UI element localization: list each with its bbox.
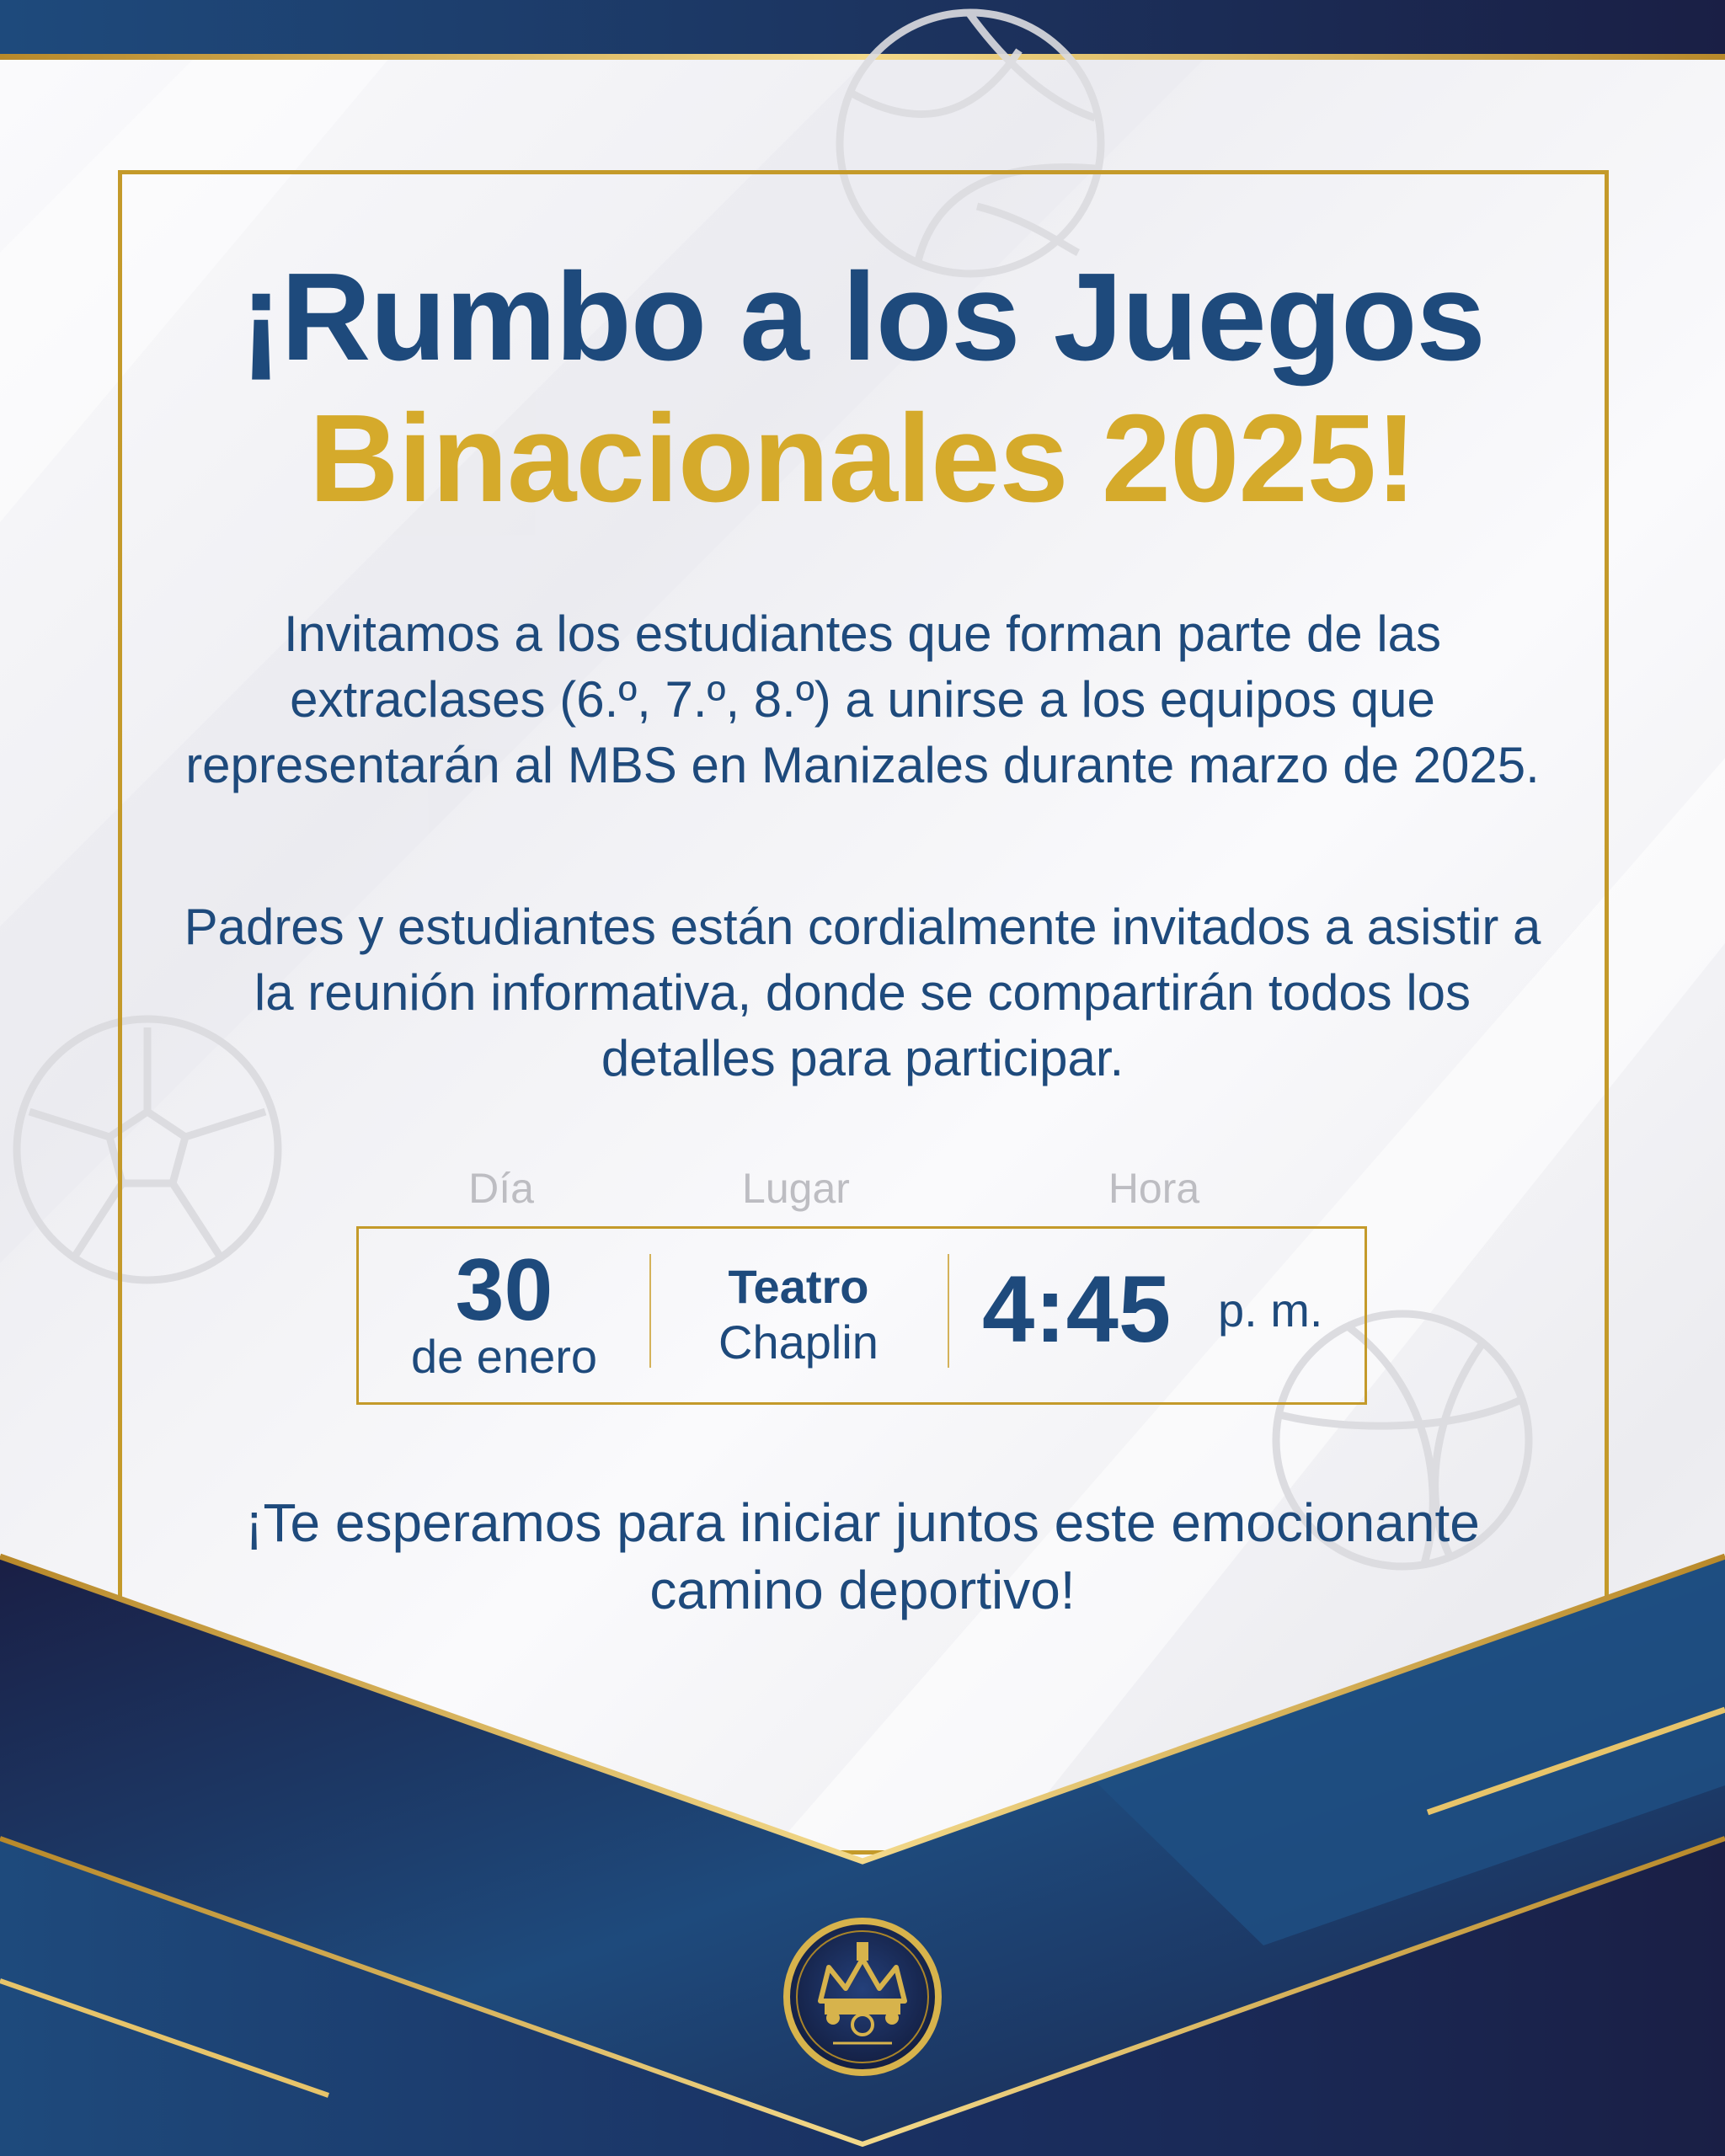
title-line-1: ¡Rumbo a los Juegos xyxy=(240,248,1485,387)
time-value: 4:45 xyxy=(982,1257,1172,1362)
time-suffix: p. m. xyxy=(1218,1283,1323,1337)
closing-message: ¡Te esperamos para iniciar juntos este emocionante camino deportivo! xyxy=(245,1492,1480,1620)
time-label: Hora xyxy=(1108,1165,1200,1212)
day-number: 30 xyxy=(455,1241,553,1339)
title-line-2: Binacionales 2025! xyxy=(308,389,1417,528)
venue-detail: Chaplin xyxy=(718,1315,879,1369)
day-month: de enero xyxy=(410,1330,598,1383)
place-label: Lugar xyxy=(742,1165,850,1212)
meeting-paragraph: Padres y estudiantes están cordialmente invitados a asistir a la reunión informativa, donde se compartirán todos los detalles para participar. xyxy=(184,899,1541,1086)
venue-name: Teatro xyxy=(728,1260,869,1313)
invitation-paragraph: Invitamos a los estudiantes que forman parte de las extraclases (6.º, 7.º, 8.º) a unirse a los equipos que representarán al MBS en Manizales durante marzo de 2025. xyxy=(185,606,1540,793)
day-label: Día xyxy=(468,1165,534,1212)
school-crest-emblem xyxy=(782,1917,943,2077)
